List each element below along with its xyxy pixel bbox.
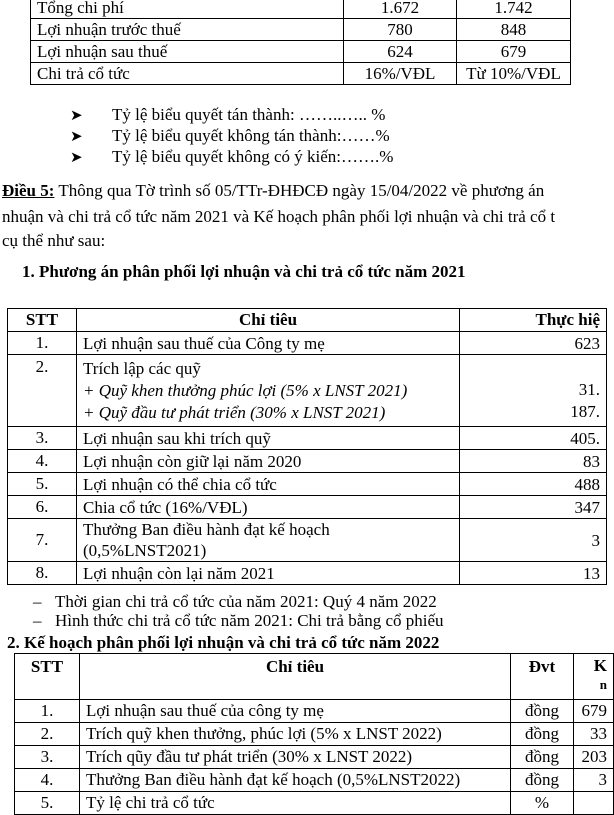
table-row xyxy=(15,792,614,815)
arrow-bullet-icon: ➤ xyxy=(70,108,83,124)
col-stt: STT xyxy=(8,309,77,332)
row-indicator xyxy=(77,562,460,585)
table-row xyxy=(31,0,571,19)
row-stt: 2. xyxy=(8,355,77,427)
table-row xyxy=(8,355,607,427)
vote-abstain: Tỷ lệ biểu quyết không có ý kiến:…….% xyxy=(112,147,394,166)
dash-bullet: – xyxy=(33,592,42,611)
section-1-title: 1. Phương án phân phối lợi nhuận và chi trả cổ tức năm 2021 xyxy=(22,262,466,281)
row-stt: 2. xyxy=(15,723,80,746)
value-2021: 624 xyxy=(344,41,457,63)
col-actual: Thực hiệ xyxy=(460,309,607,332)
row-unit: đồng xyxy=(511,769,574,792)
row-indicator xyxy=(77,355,460,427)
row-stt: 6. xyxy=(8,496,77,519)
table-row xyxy=(15,746,614,769)
indicator-line: Chia cổ tức (16%/VĐL) xyxy=(83,497,248,517)
row-stt: 3. xyxy=(8,427,77,450)
row-actual xyxy=(460,355,607,427)
row-unit: đồng xyxy=(511,746,574,769)
row-actual xyxy=(460,450,607,473)
indicator-line: Lợi nhuận còn giữ lại năm 2020 xyxy=(83,451,302,471)
row-actual xyxy=(460,562,607,585)
col-indicator: Chỉ tiêu xyxy=(80,654,511,700)
value-2022: 848 xyxy=(457,19,571,41)
actual-value: 187. xyxy=(570,402,600,421)
row-plan: 33 xyxy=(574,723,614,746)
row-actual xyxy=(460,473,607,496)
section-1-table xyxy=(7,308,607,585)
row-indicator: Lợi nhuận sau thuế của công ty mẹ xyxy=(80,700,511,723)
value-2021: 16%/VĐL xyxy=(344,63,457,85)
col-stt: STT xyxy=(15,654,80,700)
section-2-title: 2. Kế hoạch phân phối lợi nhuận và chi trả cổ tức năm 2022 xyxy=(7,633,440,652)
indicator-line: Lợi nhuận sau thuế của Công ty mẹ xyxy=(83,333,325,353)
row-plan: 203 xyxy=(574,746,614,769)
row-indicator xyxy=(77,332,460,355)
indicator-line: Thưởng Ban điều hành đạt kế hoạch (0,5%LNST2021) xyxy=(83,520,330,560)
row-indicator: Tỷ lệ chi trả cổ tức xyxy=(80,792,511,815)
indicator-line: Lợi nhuận sau khi trích quỹ xyxy=(83,428,271,448)
actual-value: 13 xyxy=(583,563,600,583)
article-5-line-3: cụ thể như sau: xyxy=(2,231,106,250)
row-stt: 5. xyxy=(8,473,77,496)
row-actual xyxy=(460,519,607,562)
row-label: Chi trả cổ tức xyxy=(31,63,344,85)
vote-against: Tỷ lệ biểu quyết không tán thành:……% xyxy=(112,126,390,145)
article-5-line-2: nhuận và chi trả cổ tức năm 2021 và Kế hoạch phân phối lợi nhuận và chi trả cổ t xyxy=(2,207,556,226)
indicator-line: + Quỹ khen thưởng phúc lợi (5% x LNST 2021) xyxy=(83,380,408,400)
row-unit: đồng xyxy=(511,700,574,723)
row-stt: 1. xyxy=(8,332,77,355)
table-row xyxy=(8,496,607,519)
actual-value: 83 xyxy=(583,451,600,471)
actual-value: 623 xyxy=(574,333,600,353)
row-unit: % xyxy=(511,792,574,815)
row-plan: 679 xyxy=(574,700,614,723)
vote-approve: Tỷ lệ biểu quyết tán thành: ……..….. % xyxy=(112,105,386,124)
row-indicator: Trích quỹ khen thưởng, phúc lợi (5% x LNST 2022) xyxy=(80,723,511,746)
row-actual xyxy=(460,427,607,450)
article-5-line-1: Điều 5: Thông qua Tờ trình số 05/TTr-ĐHĐCĐ ngày 15/04/2022 về phương án xyxy=(2,181,545,200)
table-row xyxy=(8,332,607,355)
row-label: Lợi nhuận sau thuế xyxy=(31,41,344,63)
value-2022: 679 xyxy=(457,41,571,63)
indicator-line: Lợi nhuận còn lại năm 2021 xyxy=(83,563,275,583)
row-stt: 8. xyxy=(8,562,77,585)
arrow-bullet-icon: ➤ xyxy=(70,150,83,166)
actual-value xyxy=(466,358,600,379)
row-unit: đồng xyxy=(511,723,574,746)
row-stt: 5. xyxy=(15,792,80,815)
top-table xyxy=(30,0,571,85)
value-2021: 780 xyxy=(344,19,457,41)
row-indicator xyxy=(77,473,460,496)
row-plan xyxy=(574,792,614,815)
row-actual xyxy=(460,496,607,519)
indicator-line: Trích lập các quỹ xyxy=(83,358,201,378)
table-row xyxy=(8,562,607,585)
row-indicator xyxy=(77,450,460,473)
col-plan: K n xyxy=(574,654,614,700)
indicator-line: Lợi nhuận có thể chia cổ tức xyxy=(83,474,277,494)
arrow-bullet-icon: ➤ xyxy=(70,129,83,145)
row-actual xyxy=(460,332,607,355)
table-row xyxy=(8,450,607,473)
row-indicator xyxy=(77,519,460,562)
note-payment-form: Hình thức chi trả cổ tức năm 2021: Chi trả bằng cổ phiếu xyxy=(55,611,444,630)
table-row xyxy=(8,519,607,562)
actual-value: 405. xyxy=(570,428,600,448)
table-row xyxy=(15,769,614,792)
table-row xyxy=(31,41,571,63)
row-stt: 4. xyxy=(15,769,80,792)
value-2021: 1.672 xyxy=(344,0,457,19)
row-indicator xyxy=(77,496,460,519)
value-2022: Từ 10%/VĐL xyxy=(457,63,571,85)
article-5-label: Điều 5: xyxy=(2,181,55,200)
row-indicator: Thưởng Ban điều hành đạt kế hoạch (0,5%LNST2022) xyxy=(80,769,511,792)
table-row xyxy=(8,473,607,496)
row-indicator xyxy=(77,427,460,450)
value-2022: 1.742 xyxy=(457,0,571,19)
actual-value: 347 xyxy=(574,497,600,517)
table-row xyxy=(8,427,607,450)
row-stt: 3. xyxy=(15,746,80,769)
table-row xyxy=(31,63,571,85)
row-stt: 1. xyxy=(15,700,80,723)
col-unit: Đvt xyxy=(511,654,574,700)
row-stt: 7. xyxy=(8,519,77,562)
section-2-table xyxy=(14,653,614,815)
actual-value: 3 xyxy=(591,530,600,550)
dash-bullet: – xyxy=(33,611,42,630)
row-indicator: Trích qũy đầu tư phát triển (30% x LNST 2022) xyxy=(80,746,511,769)
actual-value: 488 xyxy=(574,474,600,494)
row-label: Lợi nhuận trước thuế xyxy=(31,19,344,41)
col-indicator: Chỉ tiêu xyxy=(77,309,460,332)
row-plan: 3 xyxy=(574,769,614,792)
actual-value: 31. xyxy=(578,380,600,399)
table-row xyxy=(31,19,571,41)
row-label: Tổng chi phí xyxy=(31,0,344,19)
table-row xyxy=(15,700,614,723)
note-payment-time: Thời gian chi trả cổ tức của năm 2021: Quý 4 năm 2022 xyxy=(55,592,437,611)
table-row xyxy=(15,723,614,746)
row-stt: 4. xyxy=(8,450,77,473)
indicator-line: + Quỹ đầu tư phát triển (30% x LNST 2021) xyxy=(83,402,386,422)
